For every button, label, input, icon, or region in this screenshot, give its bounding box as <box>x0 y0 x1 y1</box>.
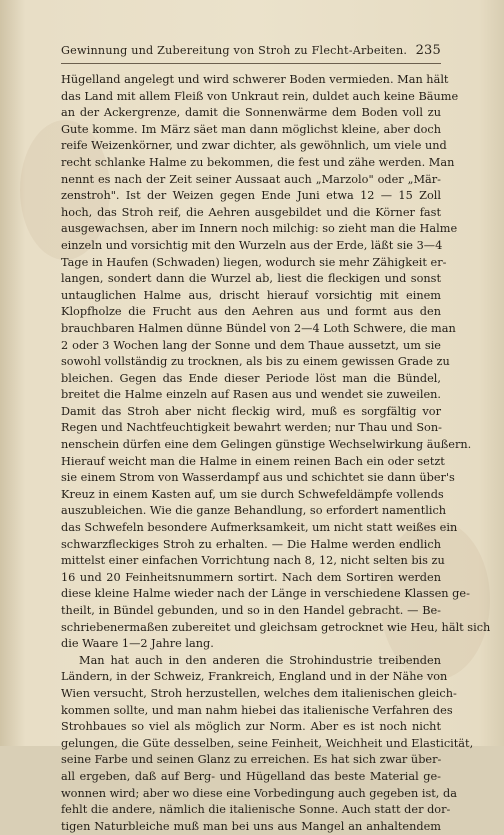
text-line: an der Ackergrenze, damit die Sonnenwärme dem Boden voll zu <box>61 106 441 120</box>
text-line: sowohl vollständig zu trocknen, als bis zu einem gewissen Grade zu <box>61 355 450 369</box>
text-line: recht schlanke Halme zu bekommen, die fest und zähe werden. Man <box>61 155 455 169</box>
text-line: theilt, in Bündel gebunden, und so in den Handel gebracht. — Be- <box>61 604 441 617</box>
text-line: untauglichen Halme aus, drischt hierauf vorsichtig mit einem <box>61 288 441 302</box>
text-line: bleichen. Gegen das Ende dieser Periode löst man die Bündel, <box>61 371 441 385</box>
running-head <box>61 44 441 64</box>
body-text <box>61 72 491 835</box>
page-number: 235 <box>415 43 441 58</box>
text-line: Ländern, in der Schweiz, Frankreich, England und in der Nähe von <box>61 670 448 684</box>
text-line: die Waare 1—2 Jahre lang. <box>61 637 214 651</box>
text-line: tigen Naturbleiche muß man bei uns aus Mangel an anhaltendem <box>61 819 441 833</box>
text-line: langen, sondert dann die Wurzel ab, liest die fleckigen und sonst <box>61 272 441 286</box>
text-line: all ergeben, daß auf Berg- und Hügelland das beste Material ge- <box>61 769 441 783</box>
text-line: Damit das Stroh aber nicht fleckig wird, muß es sorgfältig vor <box>61 404 441 418</box>
text-line: schwarzfleckiges Stroh zu erhalten. — Die Halme werden endlich <box>61 537 441 551</box>
text-line: ausgewachsen, aber im Innern noch milchig: so zieht man die Halme <box>61 222 458 236</box>
text-line: brauchbaren Halmen dünne Bündel von 2—4 Loth Schwere, die man <box>61 321 456 335</box>
text-line: sie einem Strom von Wasserdampf aus und schichtet sie dann über's <box>61 471 455 485</box>
text-line: Regen und Nachtfeuchtigkeit bewahrt werden; nur Thau und Son- <box>61 421 442 435</box>
header-rule <box>61 63 441 64</box>
text-line: auszubleichen. Wie die ganze Behandlung, so erfordert namentlich <box>61 504 447 518</box>
text-line: Kreuz in einem Kasten auf, um sie durch Schwefeldämpfe vollends <box>61 487 444 501</box>
text-line: breitet die Halme einzeln auf Rasen aus und wendet sie zuweilen. <box>61 388 441 402</box>
text-line: seine Farbe und seinen Glanz zu erreichen. Es hat sich zwar über- <box>61 753 442 767</box>
text-line: Wien versucht, Stroh herzustellen, welches dem italienischen gleich- <box>61 686 457 700</box>
text-line: 16 und 20 Feinheitsnummern sortirt. Nach dem Sortiren werden <box>61 570 441 584</box>
text-line: kommen sollte, und man nahm hiebei das italienische Verfahren des <box>61 703 453 717</box>
text-line: das Land mit allem Fleiß von Unkraut rein, duldet auch keine Bäume <box>61 89 459 103</box>
text-line: hoch, das Stroh reif, die Aehren ausgebildet und die Körner fast <box>61 205 441 219</box>
running-head-title: Gewinnung und Zubereitung von Stroh zu Flecht-Arbeiten. <box>61 44 408 57</box>
text-line: Man hat auch in den anderen die Strohindustrie treibenden <box>79 653 441 667</box>
text-line: wonnen wird; aber wo diese eine Vorbedingung auch gegeben ist, da <box>61 786 457 800</box>
text-line: Tage in Haufen (Schwaden) liegen, wodurch sie mehr Zähigkeit er- <box>61 255 447 269</box>
text-line: mittelst einer einfachen Vorrichtung nach 8, 12, nicht selten bis zu <box>61 554 445 568</box>
text-line: das Schwefeln besondere Aufmerksamkeit, um nicht statt weißes ein <box>61 521 458 535</box>
text-line: fehlt die andere, nämlich die italienische Sonne. Auch statt der dor- <box>61 803 451 817</box>
text-line: nenschein dürfen eine dem Gelingen günstige Wechselwirkung äußern. <box>61 438 472 452</box>
text-line: einzeln und vorsichtig mit den Wurzeln aus der Erde, läßt sie 3—4 <box>61 238 443 252</box>
text-line: gelungen, die Güte desselben, seine Feinheit, Weichheit und Elasticität, <box>61 736 474 750</box>
text-line: Hierauf weicht man die Halme in einem reinen Bach ein oder setzt <box>61 454 445 468</box>
text-line: 2 oder 3 Wochen lang der Sonne und dem Thaue aussetzt, um sie <box>61 338 441 352</box>
text-line: Strohbaues so viel als möglich zur Norm. Aber es ist noch nicht <box>61 720 441 734</box>
text-line: schriebenermaßen zubereitet und gleichsam getrocknet wie Heu, hält sich <box>61 620 491 634</box>
text-line: diese kleine Halme wieder nach der Länge in verschiedene Klassen ge- <box>61 587 470 601</box>
text-line: reife Weizenkörner, und zwar dichter, als gewöhnlich, um viele und <box>61 139 447 153</box>
text-line: Hügelland angelegt und wird schwerer Boden vermieden. Man hält <box>61 73 449 86</box>
text-line: Gute komme. Im März säet man dann möglichst kleine, aber doch <box>61 122 441 136</box>
text-line: Klopfholze die Frucht aus den Aehren aus und formt aus den <box>61 305 441 319</box>
text-line: zenstroh". Ist der Weizen gegen Ende Juni etwa 12 — 15 Zoll <box>61 189 441 203</box>
text-line: nennt es nach der Zeit seiner Aussaat auch „Marzolo" oder „Mär- <box>61 172 441 186</box>
